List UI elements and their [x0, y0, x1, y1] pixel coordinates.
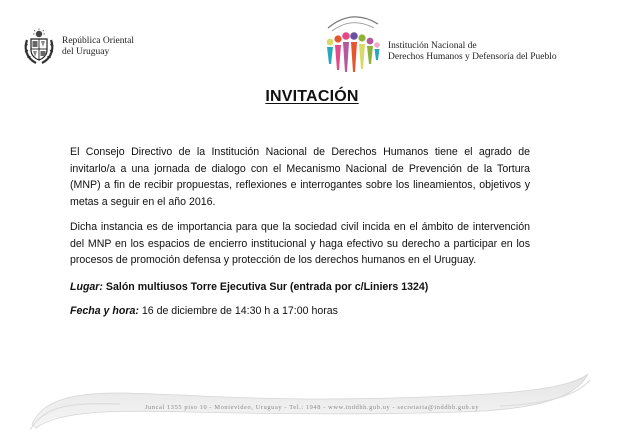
republica-oriental-header [22, 28, 134, 66]
uruguay-coat-of-arms-icon [22, 28, 56, 66]
inddhh-label [388, 41, 557, 63]
title-text: INVITACIÓN [265, 88, 359, 105]
fecha-line [70, 303, 530, 320]
inddhh-figures-logo-icon [322, 14, 382, 78]
lugar-value: Salón multiusos Torre Ejecutiva Sur (entrada por c/Liniers 1324) [105, 281, 429, 293]
paragraph-invitation: El Consejo Directivo de la Institución Nacional de Derechos Humanos tiene el agrado de invitarlo/a a una jornada de dialogo con el Mecanismo Nacional de Prevención de la Tortura (MNP) a fin de recibir propuestas, reflexiones e interrogantes sobre los lineamientos, objetivos y metas a seguir en el año 2016. [70, 146, 530, 208]
inddhh-line-1: Institución Nacional de [388, 41, 477, 51]
fecha-label: Fecha y hora: [70, 305, 139, 317]
republica-oriental-label [62, 36, 134, 58]
lugar-label: Lugar: [70, 281, 103, 293]
rou-line-1: República Oriental [62, 36, 135, 46]
inddhh-line-2: Derechos Humanos y Defensoría del Pueblo [388, 52, 557, 62]
fecha-value: 16 de diciembre de 14:30 h a 17:00 horas [141, 305, 338, 317]
document-title [0, 88, 624, 106]
rou-line-2: del Uruguay [62, 47, 110, 57]
footer-contact: Juncal 1355 piso 10 - Montevideo, Uruguay - Tel.: 1948 - www.inddhh.gub.uy - secretaria@inddhh.gub.uy [144, 404, 480, 411]
lugar-line [70, 279, 530, 296]
footer-swoosh-decoration [30, 366, 590, 430]
paragraph-importance: Dicha instancia es de importancia para que la sociedad civil incida en el ámbito de intervención del MNP en los espacios de encierro institucional y haga efectivo su derecho a participar en los procesos de promoción defensa y protección de los derechos humanos en el Uruguay. [70, 221, 530, 266]
